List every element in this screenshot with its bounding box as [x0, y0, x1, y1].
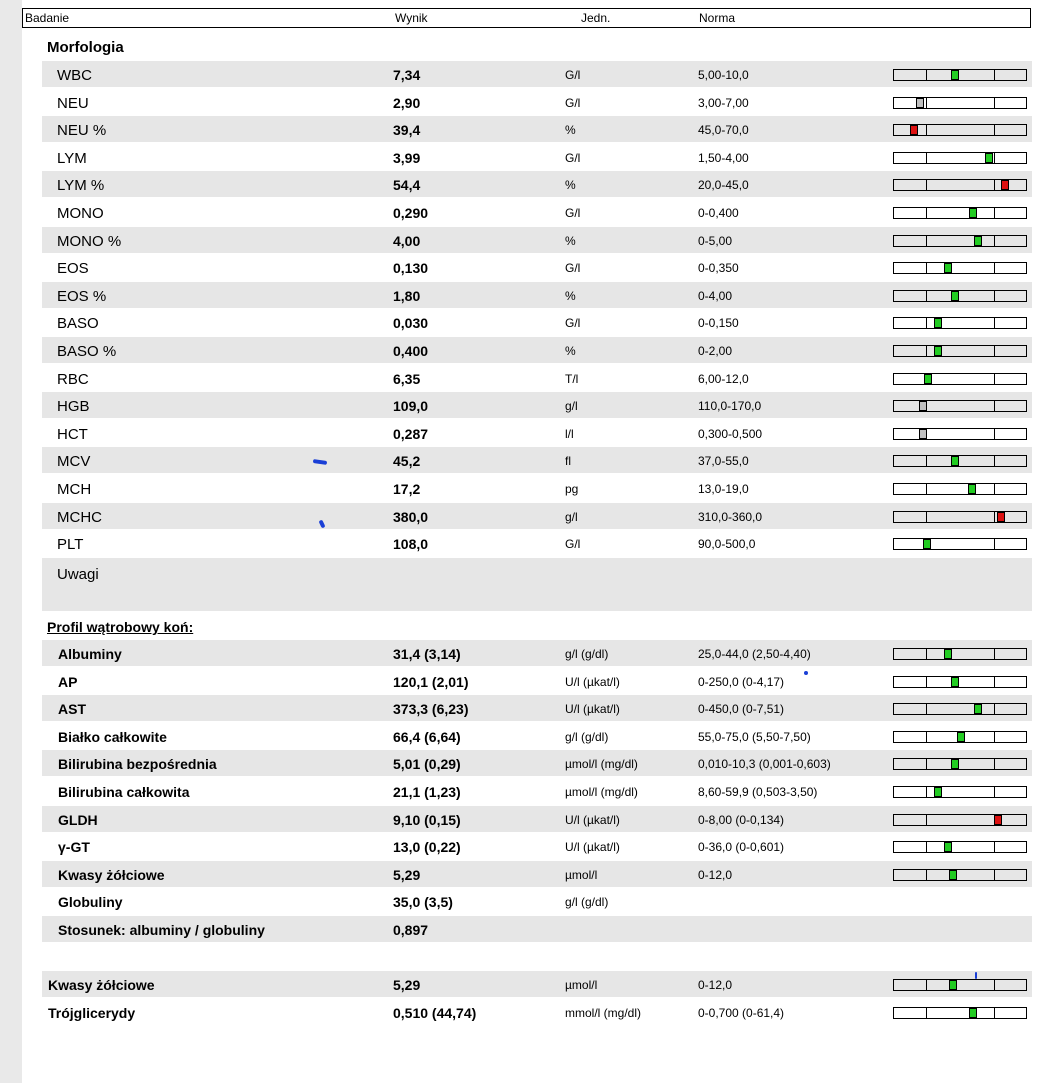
test-name: Trójglicerydy [48, 1004, 136, 1021]
unit: % [565, 288, 576, 303]
result-value: 35,0 (3,5) [393, 894, 453, 911]
reference-range: 90,0-500,0 [698, 537, 756, 552]
table-row [42, 144, 1032, 170]
header-jedn: Jedn. [581, 11, 611, 25]
reference-range: 0-0,150 [698, 316, 739, 331]
reference-range: 8,60-59,9 (0,503-3,50) [698, 785, 818, 799]
unit: U/l (µkat/l) [565, 702, 620, 717]
result-value: 0,287 [393, 425, 429, 442]
reference-range: 0,010-10,3 (0,001-0,603) [698, 757, 831, 772]
reference-range: 0-4,00 [698, 288, 733, 303]
unit: pg [565, 482, 579, 496]
reference-range: 0-0,400 [698, 206, 739, 220]
range-indicator [893, 124, 1027, 136]
range-indicator [893, 97, 1027, 109]
result-value: 45,2 [393, 453, 421, 470]
section-profil: Profil wątrobowy koń: [47, 619, 194, 635]
range-indicator [893, 345, 1027, 357]
reference-range: 0-450,0 (0-7,51) [698, 702, 785, 717]
table-header [22, 8, 1031, 28]
table-row [42, 503, 1032, 529]
range-indicator [893, 455, 1027, 467]
range-indicator [893, 703, 1027, 715]
result-value: 21,1 (1,23) [393, 784, 461, 800]
test-name: MCV [57, 453, 91, 471]
test-name: Bilirubina całkowita [58, 784, 190, 800]
range-indicator [893, 511, 1027, 523]
table-row [42, 365, 1032, 391]
reference-range: 0-0,700 (0-61,4) [698, 1005, 785, 1020]
table-row [42, 916, 1032, 942]
unit: T/l [565, 371, 579, 386]
unit: G/l [565, 150, 581, 165]
range-marker [924, 374, 932, 384]
range-indicator [893, 676, 1027, 688]
result-value: 0,510 (44,74) [393, 1004, 477, 1021]
table-row [42, 833, 1032, 859]
range-indicator [893, 262, 1027, 274]
range-marker [949, 870, 957, 880]
table-row [42, 695, 1032, 721]
range-marker [934, 346, 942, 356]
header-wynik: Wynik [395, 11, 428, 25]
result-value: 0,400 [393, 343, 429, 359]
range-indicator [893, 290, 1027, 302]
range-indicator [893, 814, 1027, 826]
range-indicator [893, 483, 1027, 495]
range-marker [951, 456, 959, 466]
result-value: 0,030 [393, 315, 429, 332]
table-row [42, 447, 1032, 473]
table-row [42, 806, 1032, 832]
result-value: 5,29 [393, 866, 421, 883]
table-row [42, 999, 1032, 1025]
test-name: PLT [57, 536, 84, 554]
unit: µmol/l (mg/dl) [565, 757, 638, 772]
table-row [42, 116, 1032, 142]
result-value: 4,00 [393, 232, 421, 249]
reference-range: 110,0-170,0 [698, 399, 762, 414]
table-row [42, 171, 1032, 197]
range-indicator [893, 731, 1027, 743]
result-value: 2,90 [393, 94, 421, 111]
reference-range: 0-250,0 (0-4,17) [698, 674, 785, 689]
test-name: EOS [57, 260, 89, 278]
result-value: 108,0 [393, 536, 429, 553]
test-name: MCH [57, 481, 92, 498]
result-value: 7,34 [393, 67, 421, 83]
range-marker [934, 318, 942, 328]
test-name: GLDH [58, 811, 98, 828]
remarks-label: Uwagi [57, 566, 99, 583]
remarks-box [42, 558, 1032, 611]
range-marker [949, 980, 957, 990]
range-marker [957, 732, 965, 742]
test-name: Białko całkowite [58, 728, 167, 745]
table-row [42, 475, 1032, 501]
range-marker [934, 787, 942, 797]
test-name: NEU [57, 94, 89, 112]
reference-range: 25,0-44,0 (2,50-4,40) [698, 647, 811, 661]
test-name: MONO [57, 205, 104, 222]
result-value: 120,1 (2,01) [393, 673, 469, 690]
unit: g/l [565, 509, 578, 524]
range-indicator [893, 400, 1027, 412]
unit: G/l [565, 95, 581, 110]
range-indicator [893, 786, 1027, 798]
reference-range: 55,0-75,0 (5,50-7,50) [698, 729, 811, 744]
unit: % [565, 178, 576, 193]
unit: G/l [565, 68, 581, 82]
range-indicator [893, 869, 1027, 881]
unit: U/l (µkat/l) [565, 812, 620, 827]
table-row [42, 530, 1032, 556]
range-marker [968, 484, 976, 494]
result-value: 66,4 (6,64) [393, 728, 461, 745]
table-row [42, 392, 1032, 418]
test-name: NEU % [57, 122, 107, 140]
result-value: 0,897 [393, 922, 429, 938]
result-value: 5,29 [393, 977, 421, 993]
result-value: 31,4 (3,14) [393, 646, 461, 662]
test-name: LYM [57, 149, 87, 167]
reference-range: 0-12,0 [698, 978, 733, 992]
table-row [42, 971, 1032, 997]
range-marker [994, 815, 1002, 825]
range-marker [997, 512, 1005, 522]
reference-range: 37,0-55,0 [698, 454, 749, 469]
unit: G/l [565, 537, 581, 552]
reference-range: 0-5,00 [698, 233, 733, 248]
range-indicator [893, 1007, 1027, 1019]
table-row [42, 282, 1032, 308]
reference-range: 5,00-10,0 [698, 68, 749, 82]
unit: µmol/l (mg/dl) [565, 785, 638, 799]
reference-range: 0-8,00 (0-0,134) [698, 812, 785, 827]
range-marker [969, 208, 977, 218]
range-marker [951, 677, 959, 687]
range-marker [974, 704, 982, 714]
reference-range: 1,50-4,00 [698, 150, 749, 165]
range-indicator [893, 428, 1027, 440]
section-morfologia: Morfologia [47, 39, 124, 56]
range-marker [951, 759, 959, 769]
reference-range: 45,0-70,0 [698, 123, 749, 138]
unit: g/l (g/dl) [565, 647, 609, 661]
test-name: Albuminy [58, 646, 122, 662]
range-marker [969, 1008, 977, 1018]
range-indicator [893, 648, 1027, 660]
table-row [42, 199, 1032, 225]
result-value: 373,3 (6,23) [393, 701, 469, 718]
result-value: 380,0 [393, 508, 429, 525]
test-name: Stosunek: albuminy / globuliny [58, 922, 265, 938]
test-name: EOS % [57, 287, 107, 305]
reference-range: 0-0,350 [698, 261, 739, 276]
unit: % [565, 233, 576, 248]
range-marker [944, 649, 952, 659]
reference-range: 0,300-0,500 [698, 426, 763, 441]
result-value: 39,4 [393, 122, 421, 139]
range-marker [916, 98, 924, 108]
range-marker [985, 153, 993, 163]
test-name: AST [58, 701, 86, 718]
unit: G/l [565, 316, 581, 331]
reference-range: 0-2,00 [698, 344, 733, 358]
test-name: γ-GT [58, 839, 90, 856]
range-marker [944, 263, 952, 273]
test-name: AP [58, 673, 78, 690]
reference-range: 3,00-7,00 [698, 95, 749, 110]
test-name: MONO % [57, 232, 122, 250]
pen-mark [804, 671, 808, 675]
test-name: Bilirubina bezpośrednia [58, 756, 217, 773]
table-row [42, 61, 1032, 87]
result-value: 54,4 [393, 177, 421, 194]
result-value: 5,01 (0,29) [393, 756, 461, 773]
range-marker [951, 291, 959, 301]
range-indicator [893, 538, 1027, 550]
result-value: 3,99 [393, 149, 421, 166]
pen-mark [975, 972, 977, 979]
unit: % [565, 123, 576, 138]
reference-range: 310,0-360,0 [698, 509, 763, 524]
unit: µmol/l [565, 978, 598, 992]
test-name: LYM % [57, 177, 105, 195]
range-marker [919, 401, 927, 411]
range-marker [923, 539, 931, 549]
range-marker [974, 236, 982, 246]
range-indicator [893, 152, 1027, 164]
unit: g/l (g/dl) [565, 895, 609, 910]
result-value: 17,2 [393, 481, 421, 497]
range-indicator [893, 758, 1027, 770]
test-name: WBC [57, 67, 92, 84]
range-indicator [893, 841, 1027, 853]
unit: mmol/l (mg/dl) [565, 1005, 642, 1020]
result-value: 109,0 [393, 398, 429, 415]
test-name: Kwasy żółciowe [58, 866, 165, 883]
range-indicator [893, 179, 1027, 191]
test-name: HCT [57, 425, 88, 443]
test-name: Kwasy żółciowe [48, 977, 155, 993]
reference-range: 6,00-12,0 [698, 371, 749, 386]
test-name: BASO [57, 315, 99, 333]
result-value: 0,290 [393, 205, 429, 221]
range-indicator [893, 373, 1027, 385]
header-norma: Norma [699, 11, 736, 25]
unit: g/l (g/dl) [565, 729, 609, 744]
range-indicator [893, 235, 1027, 247]
range-indicator [893, 207, 1027, 219]
table-row [42, 888, 1032, 914]
range-marker [944, 842, 952, 852]
range-marker [1001, 180, 1009, 190]
result-value: 1,80 [393, 287, 421, 304]
reference-range: 20,0-45,0 [698, 178, 749, 193]
range-marker [951, 70, 959, 80]
range-indicator [893, 69, 1027, 81]
test-name: Globuliny [58, 894, 123, 911]
table-row [42, 750, 1032, 776]
range-marker [910, 125, 918, 135]
table-row [42, 254, 1032, 280]
test-name: BASO % [57, 343, 117, 360]
result-value: 6,35 [393, 370, 421, 387]
table-row [42, 723, 1032, 749]
test-name: RBC [57, 370, 89, 388]
unit: % [565, 344, 576, 358]
result-value: 9,10 (0,15) [393, 811, 461, 828]
unit: U/l (µkat/l) [565, 674, 620, 689]
header-badanie: Badanie [25, 11, 70, 25]
unit: G/l [565, 206, 581, 220]
table-row [42, 778, 1032, 804]
test-name: MCHC [57, 508, 102, 526]
unit: µmol/l [565, 867, 598, 882]
table-row [42, 89, 1032, 115]
table-row [42, 420, 1032, 446]
table-row [42, 337, 1032, 363]
test-name: HGB [57, 398, 90, 416]
table-row [42, 227, 1032, 253]
result-value: 0,130 [393, 260, 429, 277]
reference-range: 0-36,0 (0-0,601) [698, 840, 785, 855]
unit: fl [565, 454, 571, 469]
table-row [42, 861, 1032, 887]
table-row [42, 668, 1032, 694]
result-value: 13,0 (0,22) [393, 839, 461, 856]
range-marker [919, 429, 927, 439]
table-row [42, 309, 1032, 335]
unit: U/l (µkat/l) [565, 840, 620, 855]
range-indicator [893, 979, 1027, 991]
unit: g/l [565, 399, 578, 414]
unit: l/l [565, 426, 574, 441]
unit: G/l [565, 261, 581, 276]
table-row [42, 640, 1032, 666]
range-indicator [893, 317, 1027, 329]
reference-range: 0-12,0 [698, 867, 733, 882]
reference-range: 13,0-19,0 [698, 482, 749, 496]
